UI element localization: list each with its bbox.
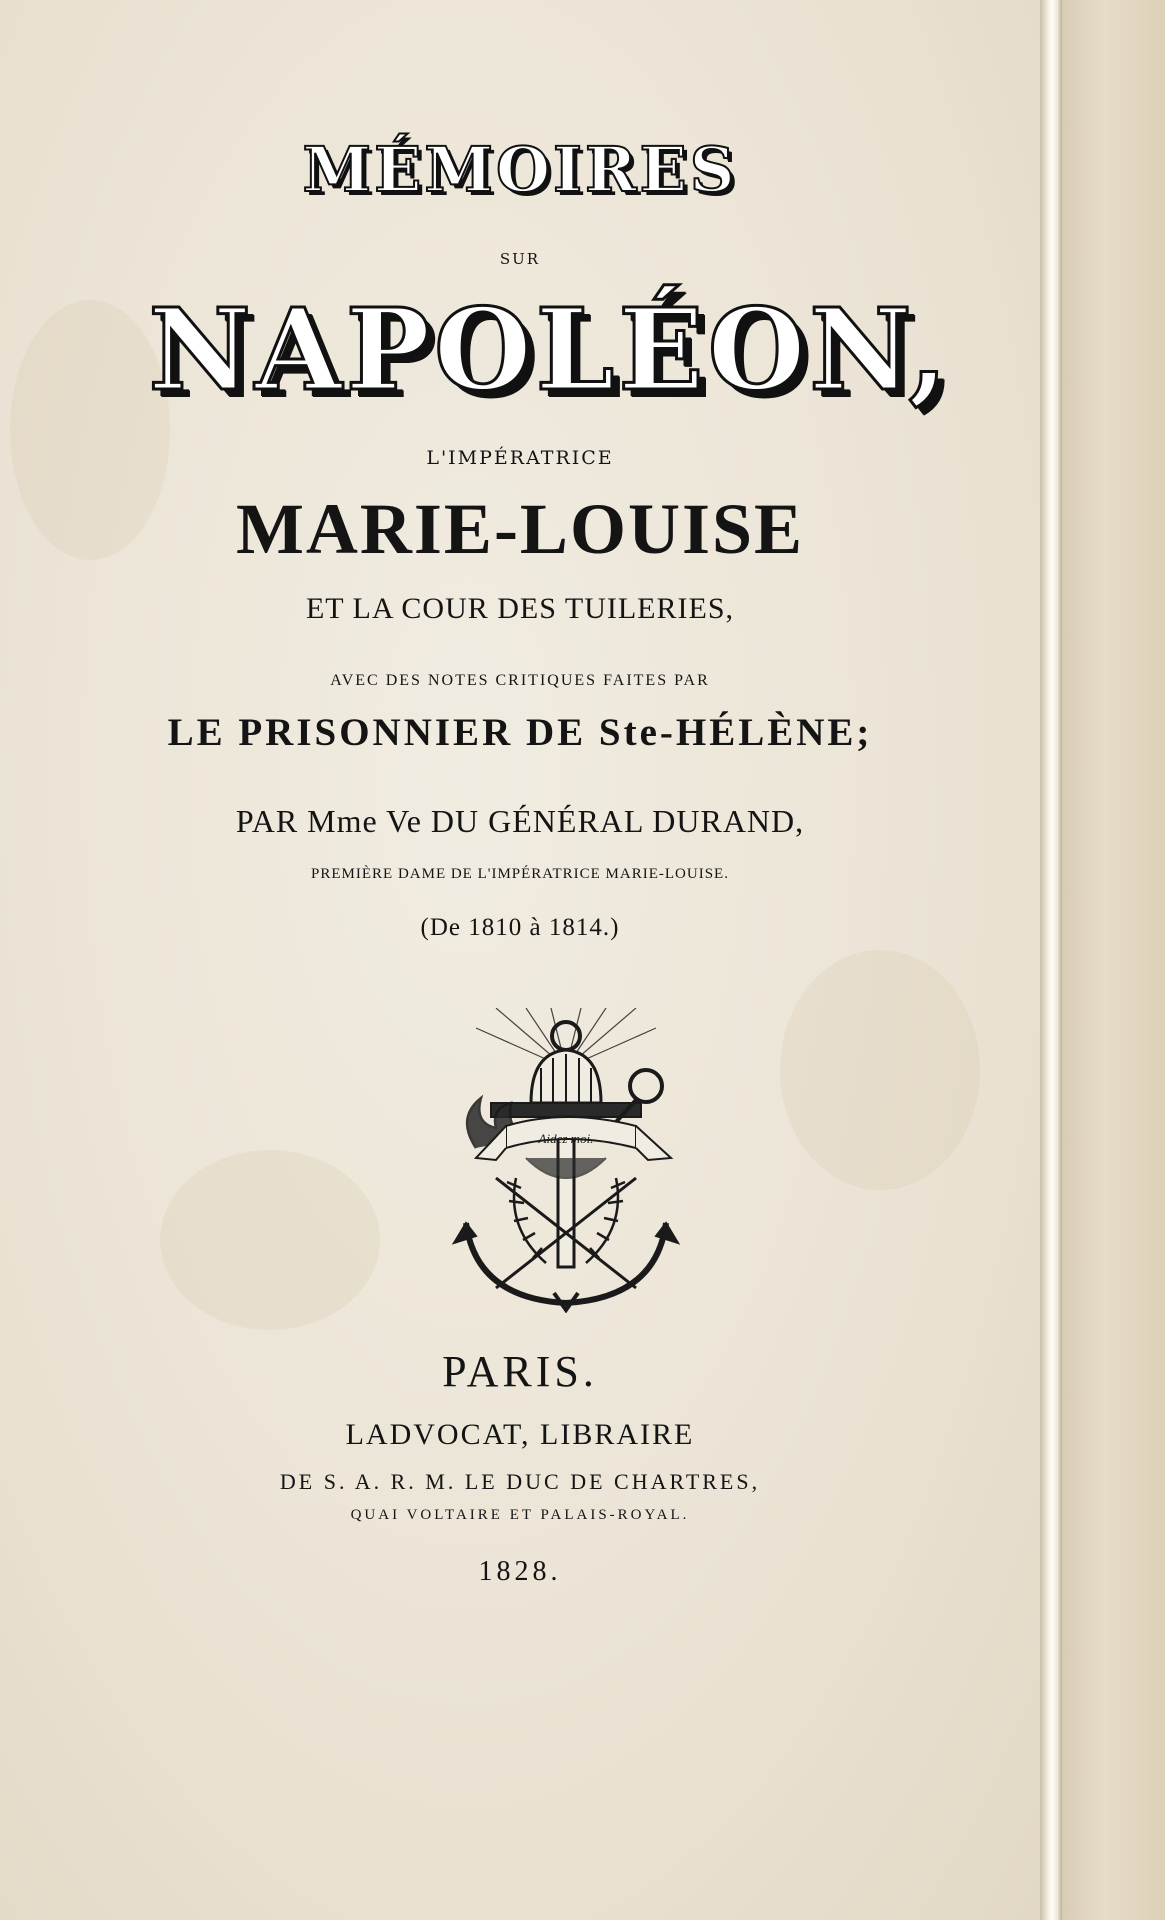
imprint-publisher: LADVOCAT, LIBRAIRE: [345, 1418, 695, 1451]
subtitle-imperatrice: L'IMPÉRATRICE: [426, 447, 614, 469]
subtitle-notes-critiques: AVEC DES NOTES CRITIQUES FAITES PAR: [330, 672, 710, 689]
imprint-address: QUAI VOLTAIRE ET PALAIS-ROYAL.: [350, 1507, 690, 1523]
author-title: PREMIÈRE DAME DE L'IMPÉRATRICE MARIE-LOUISE.: [311, 866, 729, 882]
date-range: (De 1810 à 1814.): [420, 914, 620, 941]
imprint-patron: DE S. A. R. M. LE DUC DE CHARTRES,: [279, 1469, 761, 1494]
author-line: PAR Mme Ve DU GÉNÉRAL DURAND,: [235, 803, 805, 839]
paper-stain: [160, 1150, 380, 1330]
imprint-year: 1828.: [478, 1556, 562, 1587]
subtitle-prisonnier: LE PRISONNIER DE Ste-HÉLÈNE;: [167, 711, 873, 754]
imprint-city: PARIS.: [442, 1347, 598, 1396]
page-edge: [1040, 0, 1062, 1920]
title-napoleon: NAPOLÉON,: [148, 285, 952, 416]
subtitle-cour-des-tuileries: ET LA COUR DES TUILERIES,: [305, 592, 735, 625]
book-board: [1062, 0, 1165, 1920]
subtitle-marie-louise: MARIE-LOUISE: [235, 489, 805, 569]
paper-stain: [780, 950, 980, 1190]
anchor-emblem-icon: [436, 1008, 696, 1313]
emblem-motto: Aidez moi.: [538, 1131, 594, 1146]
title-memoires: MÉMOIRES: [302, 133, 738, 206]
title-sur: SUR: [499, 250, 541, 268]
